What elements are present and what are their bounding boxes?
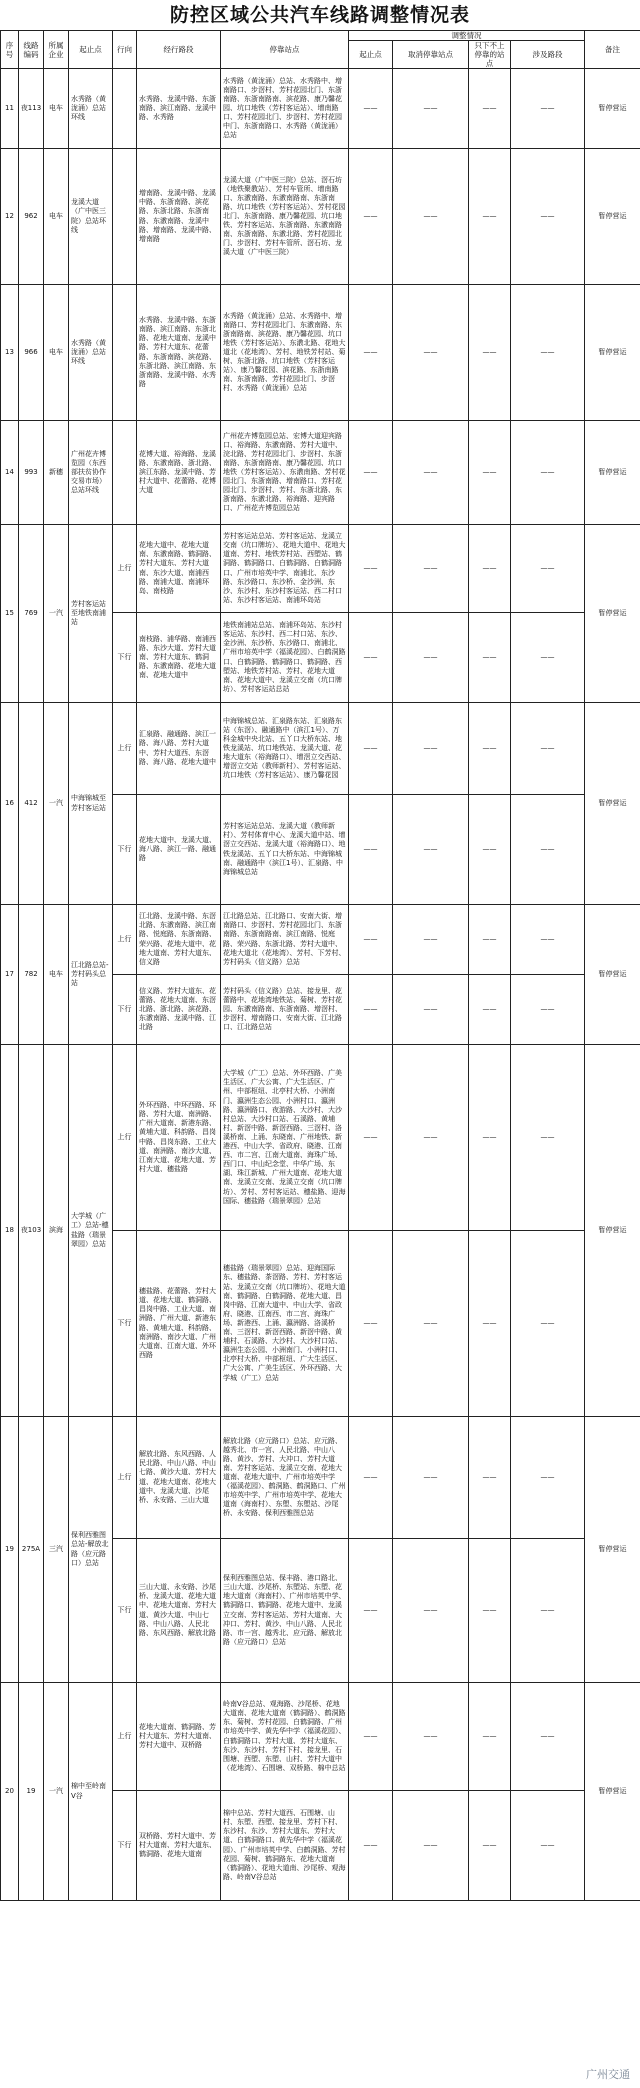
route: 水秀路、龙溪中路、东浙南路、滨江南路、龙溪中路、水秀路	[137, 69, 221, 149]
stops: 龙溪大道（广中医三院）总站、滘石坊（地铁聚教站）、芳村车管所、增南路口、东漖南路、东漖南路南、东浙南路、坑口地铁（芳村客运站）、芳村花园北门、东浙南路、康乃馨花园、坑口地铁、芳村客运站、东浙南路、东漖南路南、东浙南路、东漖北路、芳村花园北门、步滘村、芳村车管所、滘石坊、龙溪大道（广中医三院）	[221, 149, 349, 285]
endpoints: 水秀路（黄泷涌）总站环线	[69, 69, 113, 149]
table-row	[1, 1045, 640, 1231]
stops: 芳村码头（信义路）总站、接龙里、花蕾路中、花地湾地铁站、菊树、芳村花园、东漖南路南、东浙南路、增滘村、步滘村、增南路口、安南大街、江北路口、江北路总站	[221, 975, 349, 1045]
page-title: 防控区域公共汽车线路调整情况表	[169, 4, 470, 26]
remark: 暂停营运	[585, 149, 640, 285]
row-no: 16	[1, 703, 19, 905]
remark: 暂停营运	[585, 69, 640, 149]
adjust-cancel-dash: ——	[393, 1231, 469, 1417]
adjust-only-down-dash: ——	[469, 1791, 511, 1901]
header-row-1	[1, 31, 640, 41]
adjust-endpoints-dash: ——	[349, 285, 393, 421]
direction: 上行	[113, 905, 137, 975]
adjust-endpoints-dash: ——	[349, 905, 393, 975]
line-code: 769	[19, 525, 44, 703]
adjust-only-down-dash: ——	[469, 1417, 511, 1539]
remark: 暂停营运	[585, 1683, 640, 1901]
adjust-road-dash: ——	[511, 1791, 585, 1901]
header-endpoints: 起止点	[69, 31, 113, 69]
direction: 下行	[113, 613, 137, 703]
row-no: 12	[1, 149, 19, 285]
remark: 暂停营运	[585, 1417, 640, 1683]
stops: 棉中总站、芳村大道西、石围塘、山村、东塱、西塱、接龙里、芳村下村、东沙村、东沙、芳村大道东、芳村大道、白鹤洞路口、黄先华中学（福溪花园）、广州市培英中学、白鹤洞路、芳村花园、菊树、鹤洞路东、花地大道南（鹤洞路）、花地大道南、沙尾桥、观海路、岭南V谷总站	[221, 1791, 349, 1901]
direction	[113, 421, 137, 525]
company: 滨海	[44, 1045, 69, 1417]
adjust-only-down-dash: ——	[469, 285, 511, 421]
direction: 上行	[113, 1683, 137, 1791]
header-adjust-road: 涉及路段	[511, 41, 585, 69]
line-code: 993	[19, 421, 44, 525]
stops: 中海锦城总站、汇泉路东站、汇泉路东站（东滘）、融通路中（滨江1号）、万科金城中央北站、五丫口大桥东站、地铁龙溪站、坑口地铁站、龙溪大道、花地大道东（裕海路口）、增滘立交西站、增滘立交站（教师新村）、芳村客运站、坑口地铁（芳村客运站）、康乃馨花园	[221, 703, 349, 795]
watermark: 广州交通	[586, 2068, 630, 2081]
company: 一汽	[44, 1683, 69, 1901]
adjust-road-dash: ——	[511, 525, 585, 613]
header-adjust: 调整情况	[349, 31, 585, 41]
adjust-endpoints-dash: ——	[349, 1683, 393, 1791]
direction: 下行	[113, 1231, 137, 1417]
row-no: 11	[1, 69, 19, 149]
endpoints: 保利西雅图总站-解放北路（应元路口）总站	[69, 1417, 113, 1683]
adjust-road-dash: ——	[511, 613, 585, 703]
line-code: 412	[19, 703, 44, 905]
endpoints: 龙溪大道（广中医三院）总站环线	[69, 149, 113, 285]
adjust-endpoints-dash: ——	[349, 421, 393, 525]
adjust-cancel-dash: ——	[393, 703, 469, 795]
route: 南枝路、浦华路、南浦西路、东沙大道、芳村大道南、芳村大道东、鹤洞路、东漖南路、花地大道南、花地大道中	[137, 613, 221, 703]
adjust-only-down-dash: ——	[469, 905, 511, 975]
header-code: 线路编码	[19, 31, 44, 69]
adjust-cancel-dash: ——	[393, 1683, 469, 1791]
adjust-only-down-dash: ——	[469, 149, 511, 285]
route: 外环西路、中环西路、环路、芳村大道、南洲路、广州大道南、新港东路、黄埔大道、科韵路、昌岗中路、昌岗东路、工业大道、南洲路、南沙大道、江南大道、花地大道、芳村大道、穗盐路	[137, 1045, 221, 1231]
company: 电车	[44, 905, 69, 1045]
header-no: 序号	[1, 31, 19, 69]
adjust-road-dash: ——	[511, 975, 585, 1045]
direction	[113, 149, 137, 285]
adjust-road-dash: ——	[511, 69, 585, 149]
direction	[113, 69, 137, 149]
adjust-cancel-dash: ——	[393, 975, 469, 1045]
adjust-endpoints-dash: ——	[349, 1045, 393, 1231]
adjust-cancel-dash: ——	[393, 1045, 469, 1231]
route: 花地大道中、龙溪大道、海八路、滨江一路、融通路	[137, 795, 221, 905]
adjust-cancel-dash: ——	[393, 149, 469, 285]
adjust-endpoints-dash: ——	[349, 703, 393, 795]
adjust-endpoints-dash: ——	[349, 975, 393, 1045]
endpoints: 水秀路（黄泷涌）总站环线	[69, 285, 113, 421]
adjust-cancel-dash: ——	[393, 525, 469, 613]
company: 电车	[44, 149, 69, 285]
stops: 江北路总站、江北路口、安南大街、增南路口、步滘村、芳村花园北门、东浙南路、东浙南路南、滨江南路、悦庭路、荣兴路、东浙北路、芳村大道中、花地大道北（花地湾）、芳村、下芳村、芳村码头（信义路）总站	[221, 905, 349, 975]
endpoints: 中海锦城至芳村客运站	[69, 703, 113, 905]
route: 花博大道、裕海路、龙溪路、东漖南路、浙北路、滨江东路、龙溪中路、芳村大道中、花蕾路、花博大道	[137, 421, 221, 525]
adjust-only-down-dash: ——	[469, 975, 511, 1045]
adjust-only-down-dash: ——	[469, 795, 511, 905]
adjust-road-dash: ——	[511, 1045, 585, 1231]
route: 花地大道中、花地大道南、东漖南路、鹤洞路、芳村大道东、芳村大道南、东沙大道、南浦西路、南浦大道、南浦环岛、南枝路	[137, 525, 221, 613]
adjust-road-dash: ——	[511, 795, 585, 905]
adjust-road-dash: ——	[511, 1539, 585, 1683]
stops: 芳村客运站总站、龙溪大道（教师新村）、芳村体育中心、龙溪大道中站、增滘立交西站、龙溪大道（裕海路口）、地铁龙溪站、五丫口大桥东站、中海锦城南、融通路中（滨江1号）、汇泉路、中海锦城总站	[221, 795, 349, 905]
adjust-road-dash: ——	[511, 1683, 585, 1791]
adjust-endpoints-dash: ——	[349, 795, 393, 905]
table-row	[1, 69, 640, 149]
adjust-road-dash: ——	[511, 905, 585, 975]
table-row	[1, 1683, 640, 1791]
adjust-cancel-dash: ——	[393, 613, 469, 703]
direction: 上行	[113, 525, 137, 613]
adjust-endpoints-dash: ——	[349, 149, 393, 285]
endpoints: 广州花卉博览园（东西部扶贫协作交易市场）总站环线	[69, 421, 113, 525]
header-adjust-only-down: 只下不上停靠的站点	[469, 41, 511, 69]
row-no: 19	[1, 1417, 19, 1683]
adjustment-table	[0, 30, 640, 1901]
stops: 地铁南浦站总站、南浦环岛站、东沙村客运站、东沙村、西二村口站、东沙、金沙洲、东沙桥、东沙路口、南浦北、广州市培英中学（福溪花园）、白鹤洞路口、白鹤洞路、鹤洞路口、鹤洞路、西塱站、地铁芳村站、芳村、花地大道南、花地大道中、龙溪立交南（坑口牌坊）、芳村客运站总站	[221, 613, 349, 703]
adjust-endpoints-dash: ——	[349, 613, 393, 703]
adjust-endpoints-dash: ——	[349, 1231, 393, 1417]
row-no: 15	[1, 525, 19, 703]
stops: 水秀路（黄泷涌）总站、水秀路中、增南路口、芳村花园北门、东漖南路、东浙南路南、滨花路、康乃馨花园、坑口地铁（芳村客运站）、东漖北路、花地大道北（花地湾）、芳村、地铁芳村站、菊树、东浙北路、坑口地铁（芳村客运站）、康乃馨花园、滨花路、东浙南路南、东浙南路、芳村花园北门、步滘村、水秀路（黄泷涌）总站	[221, 285, 349, 421]
stops: 大学城（广工）总站、外环西路、广美生活区、广大公寓、广大生活区、广州、中部枢纽、北亭村大桥、小洲南门、瀛洲生态公园、小洲村口、瀛洲路、瀛洲路口、夜游路、大沙村、大沙村总站、大沙村口站、石溪路、黄埔村、新滘中路、新滘西路、三滘村、洛溪桥南、上涌、东晓南、广州地铁、新港西、中山大学、省政府、晓港、江南西、市二宫、江南大道南、海珠广场、西门口、中山纪念堂、中华广场、东湖、珠江新城、广州大道南、花地大道南、龙溪立交南、龙溪立交南（坑口牌坊）、芳村、芳村客运站、穗盐路、迎海国际、穗盐路（瑞景翠园）总站	[221, 1045, 349, 1231]
adjust-only-down-dash: ——	[469, 703, 511, 795]
direction: 下行	[113, 795, 137, 905]
company: 电车	[44, 285, 69, 421]
adjust-only-down-dash: ——	[469, 525, 511, 613]
route: 水秀路、龙溪中路、东浙南路、滨江南路、东浙北路、花地大道南、龙溪中路、芳村大道东、花蕾路、东浙南路、滨花路、东浙北路、滨江南路、东浙南路、龙溪中路、水秀路	[137, 285, 221, 421]
route: 汇泉路、融通路、滨江一路、海八路、芳村大道中、芳村大道西、东滘路、海八路、花地大道中	[137, 703, 221, 795]
adjust-cancel-dash: ——	[393, 795, 469, 905]
row-no: 18	[1, 1045, 19, 1417]
header-stops: 停靠站点	[221, 31, 349, 69]
line-code: 962	[19, 149, 44, 285]
remark: 暂停营运	[585, 525, 640, 703]
adjust-only-down-dash: ——	[469, 1045, 511, 1231]
table-row	[1, 525, 640, 613]
header-company: 所属企业	[44, 31, 69, 69]
route: 花地大道南、鹤洞路、芳村大道东、芳村大道南、芳村大道中、双桥路	[137, 1683, 221, 1791]
header-route: 经行路段	[137, 31, 221, 69]
adjust-cancel-dash: ——	[393, 1791, 469, 1901]
company: 新穗	[44, 421, 69, 525]
table-row	[1, 149, 640, 285]
row-no: 17	[1, 905, 19, 1045]
table-row	[1, 1417, 640, 1539]
adjust-cancel-dash: ——	[393, 421, 469, 525]
route: 解放北路、东风西路、人民北路、中山八路、中山七路、黄沙大道、芳村大道、花地大道南、花地大道中、龙溪大道、沙尾桥、永安路、三山大道	[137, 1417, 221, 1539]
endpoints: 大学城（广工）总站-穗盐路（瑞景翠园）总站	[69, 1045, 113, 1417]
row-no: 20	[1, 1683, 19, 1901]
route: 穗盐路、花蕾路、芳村大道、花地大道、鹤洞路、昌岗中路、工业大道、南洲路、广州大道、新港东路、黄埔大道、科韵路、南洲路、南沙大道、广州大道南、江南大道、外环西路	[137, 1231, 221, 1417]
remark: 暂停营运	[585, 421, 640, 525]
stops: 保利西雅图总站、保丰路、港口路北、三山大道、沙尾桥、东塱站、东塱、花地大道南（海南村）、广州市培英中学、鹤洞路口、鹤洞路、花地大道中、龙溪立交南、芳村客运站、芳村大道南、大冲口、芳村、黄沙、中山八路、人民北路、市一宫、越秀北、应元路、解放北路（应元路口）总站	[221, 1539, 349, 1683]
direction: 上行	[113, 1045, 137, 1231]
remark: 暂停营运	[585, 905, 640, 1045]
adjust-endpoints-dash: ——	[349, 1417, 393, 1539]
table-row	[1, 703, 640, 795]
adjust-road-dash: ——	[511, 149, 585, 285]
header-remark: 备注	[585, 31, 640, 69]
stops: 岭南V谷总站、观海路、沙尾桥、花地大道南、花地大道南（鹤洞路）、鹤洞路东、菊树、芳村花园、白鹤洞路、广州市培英中学、黄先华中学（福溪花园）、白鹤洞路口、芳村大道、芳村大道东、东沙、东沙村、芳村下村、接龙里、石围塘、西塱、东塱、山村、芳村大道中（花地湾）、石围塘、双桥路、棉中总站	[221, 1683, 349, 1791]
adjust-road-dash: ——	[511, 703, 585, 795]
direction: 上行	[113, 703, 137, 795]
line-code: 19	[19, 1683, 44, 1901]
line-code: 夜103	[19, 1045, 44, 1417]
table-row	[1, 905, 640, 975]
stops: 穗盐路（瑞景翠园）总站、迎海国际东、穗盐路、茶滘路、芳村、芳村客运站、龙溪立交南（坑口牌坊）、花地大道南、鹤洞路、白鹤洞路、花地大道、昌岗中路、江南大道中、中山大学、省政府、晓港、江南西、市二宫、海珠广场、新港西、上涌、瀛洲路、洛溪桥南、三滘村、新滘西路、新滘中路、黄埔村、石溪路、大沙村、大沙村口站、瀛洲生态公园、小洲南门、小洲村口、北亭村大桥、中部枢纽、广大生活区、广大公寓、广美生活区、外环西路、大学城（广工）总站	[221, 1231, 349, 1417]
route: 三山大道、永安路、沙尾桥、龙溪大道、花地大道中、花地大道南、芳村大道、黄沙大道、中山七路、中山八路、人民北路、东风西路、解放北路	[137, 1539, 221, 1683]
stops: 芳村客运站总站、芳村客运站、龙溪立交南（坑口牌坊）、花地大道中、花地大道南、芳村、地铁芳村站、西塱站、鹤洞路、鹤洞路口、白鹤洞路、白鹤洞路口、广州市培英中学、南浦北、东沙路、东沙路口、东沙桥、金沙洲、东沙、东沙村、东沙村客运站、西二村口站、东沙村客运站、南浦环岛站	[221, 525, 349, 613]
adjust-only-down-dash: ——	[469, 613, 511, 703]
adjust-only-down-dash: ——	[469, 1683, 511, 1791]
endpoints: 江北路总站-芳村码头总站	[69, 905, 113, 1045]
company: 三汽	[44, 1417, 69, 1683]
company: 一汽	[44, 525, 69, 703]
adjust-road-dash: ——	[511, 1417, 585, 1539]
header-direction: 行向	[113, 31, 137, 69]
adjust-road-dash: ——	[511, 285, 585, 421]
route: 增南路、龙溪中路、龙溪中路、东浙南路、滨花路、东浙北路、东浙南路、东漖南路、龙溪中路、增南路、龙溪中路、增南路	[137, 149, 221, 285]
endpoints: 棉中至岭南V谷	[69, 1683, 113, 1901]
adjust-cancel-dash: ——	[393, 1417, 469, 1539]
line-code: 275A	[19, 1417, 44, 1683]
adjust-only-down-dash: ——	[469, 1231, 511, 1417]
remark: 暂停营运	[585, 703, 640, 905]
endpoints: 芳村客运站至地铁南浦站	[69, 525, 113, 703]
stops: 广州花卉博览园总站、宏博大道迎宾路口、裕海路、东漖南路、芳村大道中、浣北路、芳村花园北门、步滘村、东浙南路、东浙南路南、康乃馨花园、坑口地铁（芳村客运站）、东漖南路、芳村花园北门、东浙南路、增南路口、芳村花园北门、步滘村、芳村、东浙北路、东浙南路、东漖北路、裕海路、迎宾路口、广州花卉博览园总站	[221, 421, 349, 525]
adjust-only-down-dash: ——	[469, 421, 511, 525]
adjust-endpoints-dash: ——	[349, 525, 393, 613]
adjust-endpoints-dash: ——	[349, 69, 393, 149]
direction: 下行	[113, 1791, 137, 1901]
row-no: 14	[1, 421, 19, 525]
row-no: 13	[1, 285, 19, 421]
line-code: 966	[19, 285, 44, 421]
adjust-cancel-dash: ——	[393, 1539, 469, 1683]
direction: 下行	[113, 975, 137, 1045]
route: 双桥路、芳村大道中、芳村大道南、芳村大道东、鹤洞路、花地大道南	[137, 1791, 221, 1901]
route: 江北路、龙溪中路、东滘北路、东漖南路、滨江南路、悦庭路、东浙南路、荣兴路、花地大道中、花地大道南、芳村大道东、信义路	[137, 905, 221, 975]
line-code: 夜113	[19, 69, 44, 149]
table-row	[1, 285, 640, 421]
adjust-cancel-dash: ——	[393, 905, 469, 975]
adjust-only-down-dash: ——	[469, 1539, 511, 1683]
adjust-road-dash: ——	[511, 421, 585, 525]
line-code: 782	[19, 905, 44, 1045]
direction: 下行	[113, 1539, 137, 1683]
header-adjust-cancel: 取消停靠站点	[393, 41, 469, 69]
company: 一汽	[44, 703, 69, 905]
adjust-cancel-dash: ——	[393, 69, 469, 149]
adjust-only-down-dash: ——	[469, 69, 511, 149]
direction: 上行	[113, 1417, 137, 1539]
direction	[113, 285, 137, 421]
route: 信义路、芳村大道东、花蕾路、花地大道南、东滘北路、浙北路、滨花路、东漖南路、龙溪中路、江北路	[137, 975, 221, 1045]
company: 电车	[44, 69, 69, 149]
table-row	[1, 421, 640, 525]
stops: 解放北路（应元路口）总站、应元路、越秀北、市一宫、人民北路、中山八路、黄沙、芳村、大冲口、芳村大道南、芳村客运站、龙溪立交南、花地大道南、花地大道中、广州市培英中学（福溪花园）、鹤洞路、鹤洞路口、广州市培英中学、广州市培英中学、花地大道南（海南村）、东塱、东塱站、沙尾桥、永安路、保利西雅图总站	[221, 1417, 349, 1539]
remark: 暂停营运	[585, 285, 640, 421]
adjust-endpoints-dash: ——	[349, 1539, 393, 1683]
adjust-cancel-dash: ——	[393, 285, 469, 421]
header-adjust-endpoints: 起止点	[349, 41, 393, 69]
adjust-road-dash: ——	[511, 1231, 585, 1417]
adjust-endpoints-dash: ——	[349, 1791, 393, 1901]
remark: 暂停营运	[585, 1045, 640, 1417]
stops: 水秀路（黄泷涌）总站、水秀路中、增南路口、步滘村、芳村花园北门、东浙南路、东浙南路南、滨花路、康乃馨花园、坑口地铁（芳村客运站）、增南路口、芳村花园北门、步滘村、芳村花园中门、东浙南路口、水秀路（黄泷涌）总站	[221, 69, 349, 149]
